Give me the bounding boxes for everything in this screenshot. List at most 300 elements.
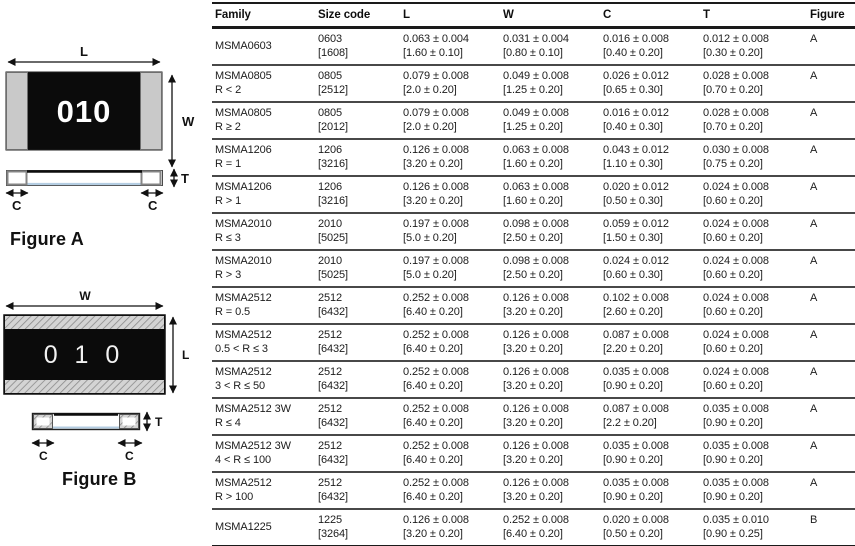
- cell-line: 0.063 ± 0.008: [503, 144, 569, 156]
- cell-line: 0.028 ± 0.008: [703, 107, 769, 119]
- cell-line: A: [810, 366, 818, 378]
- dim-w-cell: [500, 361, 600, 398]
- table-row: [212, 435, 855, 472]
- table-row: [212, 102, 855, 139]
- cell-line: 0.252 ± 0.008: [503, 514, 569, 526]
- cell-line: 0.043 ± 0.012: [603, 144, 669, 156]
- cell-line: R > 1: [215, 194, 242, 207]
- cell-line: A: [810, 33, 818, 45]
- cell-line: 0.098 ± 0.008: [503, 255, 569, 267]
- dim-w-cell: [500, 102, 600, 139]
- dim-w-cell: [500, 509, 600, 546]
- cell-line: 0.197 ± 0.008: [403, 255, 469, 267]
- table-row: [212, 213, 855, 250]
- cell-line: [6.40 ± 0.20]: [403, 379, 463, 392]
- cell-line: [2.20 ± 0.20]: [603, 342, 663, 355]
- table-row: [212, 361, 855, 398]
- cell-line: [6432]: [318, 379, 348, 392]
- dim-c-cell: [600, 398, 700, 435]
- dim-t-cell: [700, 176, 807, 213]
- cell-line: 2512: [318, 292, 343, 304]
- dim-t-cell: [700, 287, 807, 324]
- resistance-marking: 0 1 0: [43, 341, 125, 369]
- cell-line: R ≤ 4: [215, 416, 241, 429]
- table-row: [212, 509, 855, 546]
- cell-line: [6.40 ± 0.20]: [403, 490, 463, 503]
- dim-c-cell: [600, 287, 700, 324]
- dim-l-cell: [400, 176, 500, 213]
- family-cell: [212, 398, 315, 435]
- cell-line: 2512: [318, 440, 343, 452]
- cell-line: MSMA0805: [215, 107, 272, 119]
- cell-line: MSMA2512: [215, 329, 272, 341]
- column-header-c: C: [600, 3, 700, 28]
- cell-line: A: [810, 255, 818, 267]
- cell-line: [1.10 ± 0.30]: [603, 157, 663, 170]
- cell-line: [0.60 ± 0.20]: [703, 379, 763, 392]
- cell-line: [2.60 ± 0.20]: [603, 305, 663, 318]
- cell-line: 0.035 ± 0.010: [703, 514, 769, 526]
- cell-line: [0.70 ± 0.20]: [703, 120, 763, 133]
- cell-line: [0.90 ± 0.20]: [703, 416, 763, 429]
- dim-t-cell: [700, 213, 807, 250]
- dim-l-cell: [400, 250, 500, 287]
- cell-line: 0.252 ± 0.008: [403, 477, 469, 489]
- dim-c-cell: [600, 65, 700, 102]
- cell-line: 0.016 ± 0.012: [603, 107, 669, 119]
- figure-ref-cell: [807, 509, 855, 546]
- cell-line: 0.126 ± 0.008: [503, 292, 569, 304]
- dim-w-cell: [500, 139, 600, 176]
- cell-line: 0.035 ± 0.008: [703, 403, 769, 415]
- cell-line: MSMA2512 3W: [215, 440, 291, 452]
- cell-line: 0.020 ± 0.012: [603, 181, 669, 193]
- table-row: [212, 28, 855, 66]
- cell-line: A: [810, 218, 818, 230]
- cell-line: [0.90 ± 0.20]: [603, 453, 663, 466]
- cell-line: [0.40 ± 0.20]: [603, 46, 663, 59]
- cell-line: [0.90 ± 0.20]: [603, 379, 663, 392]
- table-row: [212, 176, 855, 213]
- cell-line: [6.40 ± 0.20]: [503, 527, 563, 540]
- dim-t-cell: [700, 435, 807, 472]
- cell-line: MSMA0805: [215, 70, 272, 82]
- dim-c-cell: [600, 250, 700, 287]
- cell-line: [0.50 ± 0.20]: [603, 527, 663, 540]
- cell-line: [6432]: [318, 342, 348, 355]
- cell-line: 0.024 ± 0.008: [703, 181, 769, 193]
- left-end-cap: [8, 172, 27, 185]
- family-cell: [212, 65, 315, 102]
- cell-line: MSMA2010: [215, 255, 272, 267]
- size-code-cell: [315, 509, 400, 546]
- family-cell: [212, 435, 315, 472]
- cell-line: [0.50 ± 0.30]: [603, 194, 663, 207]
- cell-line: MSMA2010: [215, 218, 272, 230]
- cell-line: 3 < R ≤ 50: [215, 379, 265, 392]
- column-header-l: L: [400, 3, 500, 28]
- cell-line: [0.90 ± 0.25]: [703, 527, 763, 540]
- cell-line: R = 0.5: [215, 305, 251, 318]
- cell-line: 0.035 ± 0.008: [603, 366, 669, 378]
- dim-l-cell: [400, 28, 500, 66]
- cell-line: 0.024 ± 0.008: [703, 218, 769, 230]
- cell-line: A: [810, 440, 818, 452]
- cell-line: [3216]: [318, 157, 348, 170]
- cell-line: [0.70 ± 0.20]: [703, 83, 763, 96]
- length-dimension-label: L: [80, 44, 88, 59]
- dim-l-cell: [400, 472, 500, 509]
- cell-line: [3.20 ± 0.20]: [503, 379, 563, 392]
- figure-ref-cell: [807, 250, 855, 287]
- family-cell: [212, 287, 315, 324]
- cell-line: [0.65 ± 0.30]: [603, 83, 663, 96]
- cell-line: 0.252 ± 0.008: [403, 366, 469, 378]
- column-header-figure: Figure: [807, 3, 855, 28]
- cell-line: A: [810, 181, 818, 193]
- dim-t-cell: [700, 250, 807, 287]
- cell-line: 0.126 ± 0.008: [403, 181, 469, 193]
- family-cell: [212, 250, 315, 287]
- cell-line: [0.80 ± 0.10]: [503, 46, 563, 59]
- table-row: [212, 139, 855, 176]
- cell-line: 0.079 ± 0.008: [403, 107, 469, 119]
- thickness-dimension-label: T: [181, 171, 189, 186]
- column-header-size: Size code: [315, 3, 400, 28]
- width-dimension-label: W: [182, 114, 195, 129]
- cell-line: MSMA2512 3W: [215, 403, 291, 415]
- figure-ref-cell: [807, 398, 855, 435]
- length-dimension-label: L: [182, 348, 190, 362]
- cell-line: [0.75 ± 0.20]: [703, 157, 763, 170]
- cell-line: [6.40 ± 0.20]: [403, 305, 463, 318]
- dim-w-cell: [500, 435, 600, 472]
- cell-line: A: [810, 329, 818, 341]
- cell-line: 0.024 ± 0.008: [703, 255, 769, 267]
- cell-line: 0.059 ± 0.012: [603, 218, 669, 230]
- size-code-cell: [315, 472, 400, 509]
- chip-top-view-b: [4, 315, 165, 394]
- size-code-cell: [315, 287, 400, 324]
- cell-line: 0.087 ± 0.008: [603, 329, 669, 341]
- cell-line: [0.90 ± 0.20]: [603, 490, 663, 503]
- cell-line: 0.012 ± 0.008: [703, 33, 769, 45]
- family-cell: [212, 509, 315, 546]
- family-cell: [212, 28, 315, 66]
- cell-line: R ≤ 3: [215, 231, 241, 244]
- figure-b-caption: Figure B: [62, 469, 137, 489]
- dim-l-cell: [400, 287, 500, 324]
- cell-line: 0.126 ± 0.008: [503, 329, 569, 341]
- dim-w-cell: [500, 324, 600, 361]
- table-row: [212, 65, 855, 102]
- size-code-cell: [315, 102, 400, 139]
- figure-ref-cell: [807, 65, 855, 102]
- cell-line: [6432]: [318, 416, 348, 429]
- size-code-cell: [315, 250, 400, 287]
- cell-line: 0805: [318, 70, 343, 82]
- cell-line: [5.0 ± 0.20]: [403, 231, 457, 244]
- table-row: [212, 324, 855, 361]
- cell-line: [0.60 ± 0.20]: [703, 194, 763, 207]
- table-row: [212, 472, 855, 509]
- cell-line: [2.0 ± 0.20]: [403, 120, 457, 133]
- cell-line: 0.063 ± 0.008: [503, 181, 569, 193]
- cell-line: 0.098 ± 0.008: [503, 218, 569, 230]
- dim-w-cell: [500, 287, 600, 324]
- cell-line: [6432]: [318, 453, 348, 466]
- cell-line: [1.25 ± 0.20]: [503, 120, 563, 133]
- cell-line: [5025]: [318, 268, 348, 281]
- cell-line: 0.024 ± 0.008: [703, 366, 769, 378]
- cell-line: 0.102 ± 0.008: [603, 292, 669, 304]
- size-code-cell: [315, 361, 400, 398]
- cell-line: 2512: [318, 366, 343, 378]
- size-code-cell: [315, 65, 400, 102]
- figure-ref-cell: [807, 139, 855, 176]
- cell-line: R > 3: [215, 268, 242, 281]
- cell-line: [2.50 ± 0.20]: [503, 231, 563, 244]
- figure-ref-cell: [807, 213, 855, 250]
- cell-line: [5025]: [318, 231, 348, 244]
- dim-t-cell: [700, 102, 807, 139]
- cell-line: [1.60 ± 0.20]: [503, 157, 563, 170]
- figure-ref-cell: [807, 287, 855, 324]
- cell-line: 1206: [318, 144, 343, 156]
- dim-t-cell: [700, 139, 807, 176]
- dim-t-cell: [700, 324, 807, 361]
- terminal-dimension-label-left: C: [12, 198, 22, 213]
- top-terminal: [5, 316, 164, 329]
- table-row: [212, 287, 855, 324]
- cell-line: R > 100: [215, 490, 254, 503]
- column-header-t: T: [700, 3, 807, 28]
- dim-w-cell: [500, 472, 600, 509]
- cell-line: 2512: [318, 403, 343, 415]
- size-code-cell: [315, 28, 400, 66]
- cell-line: [1.50 ± 0.30]: [603, 231, 663, 244]
- cell-line: [3.20 ± 0.20]: [403, 527, 463, 540]
- dim-t-cell: [700, 398, 807, 435]
- family-cell: [212, 139, 315, 176]
- dim-l-cell: [400, 65, 500, 102]
- table-row: [212, 398, 855, 435]
- cell-line: 0.035 ± 0.008: [603, 440, 669, 452]
- cell-line: [2512]: [318, 83, 348, 96]
- dim-w-cell: [500, 176, 600, 213]
- dim-t-cell: [700, 361, 807, 398]
- cell-line: [3.20 ± 0.20]: [403, 157, 463, 170]
- cell-line: A: [810, 70, 818, 82]
- figure-ref-cell: [807, 435, 855, 472]
- size-code-cell: [315, 435, 400, 472]
- spec-table-body: [212, 28, 855, 546]
- dim-w-cell: [500, 250, 600, 287]
- cell-line: 0.024 ± 0.012: [603, 255, 669, 267]
- cell-line: 0.016 ± 0.008: [603, 33, 669, 45]
- cell-line: [1.60 ± 0.20]: [503, 194, 563, 207]
- cell-line: 0.087 ± 0.008: [603, 403, 669, 415]
- cell-line: [0.30 ± 0.20]: [703, 46, 763, 59]
- cell-line: [0.60 ± 0.20]: [703, 268, 763, 281]
- terminal-dimension-label-right: C: [125, 449, 134, 463]
- right-terminal: [141, 73, 162, 150]
- figure-ref-cell: [807, 102, 855, 139]
- column-header-w: W: [500, 3, 600, 28]
- cell-line: MSMA2512: [215, 292, 272, 304]
- dim-t-cell: [700, 472, 807, 509]
- cell-line: 0.252 ± 0.008: [403, 329, 469, 341]
- cell-line: R < 2: [215, 83, 242, 96]
- cell-line: [3.20 ± 0.20]: [503, 490, 563, 503]
- cell-line: 2512: [318, 329, 343, 341]
- cell-line: [2.2 ± 0.20]: [603, 416, 657, 429]
- figure-b-diagram: [0, 290, 210, 490]
- dim-c-cell: [600, 324, 700, 361]
- cell-line: R = 1: [215, 157, 242, 170]
- cell-line: 0.063 ± 0.004: [403, 33, 469, 45]
- dim-c-cell: [600, 139, 700, 176]
- chip-side-view-b: [33, 414, 140, 430]
- right-end-cap: [142, 172, 161, 185]
- dim-l-cell: [400, 435, 500, 472]
- cell-line: [1.60 ± 0.10]: [403, 46, 463, 59]
- cell-line: 0.028 ± 0.008: [703, 70, 769, 82]
- cell-line: 0805: [318, 107, 343, 119]
- cell-line: [6432]: [318, 305, 348, 318]
- cell-line: [0.60 ± 0.20]: [703, 231, 763, 244]
- cell-line: [3.20 ± 0.20]: [403, 194, 463, 207]
- figure-ref-cell: [807, 472, 855, 509]
- resistance-marking: 010: [56, 94, 112, 129]
- cell-line: 0.026 ± 0.012: [603, 70, 669, 82]
- cell-line: 0.126 ± 0.008: [503, 440, 569, 452]
- cell-line: [0.60 ± 0.20]: [703, 305, 763, 318]
- terminal-dimension-label-left: C: [39, 449, 48, 463]
- dim-t-cell: [700, 65, 807, 102]
- cell-line: 0.126 ± 0.008: [503, 366, 569, 378]
- cell-line: 0.252 ± 0.008: [403, 403, 469, 415]
- cell-line: [0.90 ± 0.20]: [703, 453, 763, 466]
- cell-line: 0.126 ± 0.008: [503, 477, 569, 489]
- cell-line: A: [810, 403, 818, 415]
- cell-line: [6.40 ± 0.20]: [403, 416, 463, 429]
- cell-line: 0603: [318, 33, 343, 45]
- dim-w-cell: [500, 65, 600, 102]
- cell-line: 0.197 ± 0.008: [403, 218, 469, 230]
- dim-t-cell: [700, 509, 807, 546]
- family-cell: [212, 102, 315, 139]
- size-code-cell: [315, 398, 400, 435]
- dim-l-cell: [400, 361, 500, 398]
- dim-l-cell: [400, 213, 500, 250]
- cell-line: 0.024 ± 0.008: [703, 292, 769, 304]
- cell-line: [3.20 ± 0.20]: [503, 416, 563, 429]
- cell-line: 2010: [318, 218, 343, 230]
- cell-line: 4 < R ≤ 100: [215, 453, 272, 466]
- cell-line: 0.079 ± 0.008: [403, 70, 469, 82]
- dim-l-cell: [400, 324, 500, 361]
- cell-line: [2.0 ± 0.20]: [403, 83, 457, 96]
- cell-line: R ≥ 2: [215, 120, 241, 133]
- size-code-cell: [315, 324, 400, 361]
- width-dimension-label: W: [79, 290, 91, 303]
- cell-line: [5.0 ± 0.20]: [403, 268, 457, 281]
- dim-w-cell: [500, 28, 600, 66]
- cell-line: MSMA2512: [215, 366, 272, 378]
- cell-line: 0.035 ± 0.008: [703, 477, 769, 489]
- size-code-cell: [315, 139, 400, 176]
- dim-c-cell: [600, 509, 700, 546]
- cell-line: 0.252 ± 0.008: [403, 440, 469, 452]
- dim-c-cell: [600, 472, 700, 509]
- dim-c-cell: [600, 176, 700, 213]
- dim-c-cell: [600, 28, 700, 66]
- cell-line: [3.20 ± 0.20]: [503, 305, 563, 318]
- cell-line: B: [810, 514, 818, 526]
- family-cell: [212, 361, 315, 398]
- cell-line: 0.126 ± 0.008: [503, 403, 569, 415]
- dim-w-cell: [500, 398, 600, 435]
- cell-line: [0.60 ± 0.30]: [603, 268, 663, 281]
- cell-line: 2512: [318, 477, 343, 489]
- cell-line: 0.252 ± 0.008: [403, 292, 469, 304]
- terminal-dimension-label-right: C: [148, 198, 158, 213]
- cell-line: 1206: [318, 181, 343, 193]
- cell-line: 2010: [318, 255, 343, 267]
- dim-c-cell: [600, 213, 700, 250]
- figure-ref-cell: [807, 324, 855, 361]
- dim-l-cell: [400, 509, 500, 546]
- cell-line: 0.024 ± 0.008: [703, 329, 769, 341]
- cell-line: MSMA2512: [215, 477, 272, 489]
- cell-line: [3264]: [318, 527, 348, 540]
- chip-side-view-a: [7, 171, 163, 186]
- dimension-spec-table: [212, 2, 855, 546]
- cell-line: [6432]: [318, 490, 348, 503]
- size-code-cell: [315, 213, 400, 250]
- spec-table-header-row: [212, 3, 855, 28]
- cell-line: A: [810, 292, 818, 304]
- cell-line: A: [810, 107, 818, 119]
- dim-l-cell: [400, 398, 500, 435]
- family-cell: [212, 324, 315, 361]
- cell-line: 0.049 ± 0.008: [503, 107, 569, 119]
- size-code-cell: [315, 176, 400, 213]
- cell-line: MSMA1206: [215, 181, 272, 193]
- family-cell: [212, 176, 315, 213]
- family-cell: [212, 213, 315, 250]
- table-row: [212, 250, 855, 287]
- column-header-family: Family: [212, 3, 315, 28]
- cell-line: [6.40 ± 0.20]: [403, 342, 463, 355]
- cell-line: 0.049 ± 0.008: [503, 70, 569, 82]
- dim-c-cell: [600, 435, 700, 472]
- cell-line: 0.020 ± 0.008: [603, 514, 669, 526]
- cell-line: [0.90 ± 0.20]: [703, 490, 763, 503]
- dim-t-cell: [700, 28, 807, 66]
- dim-l-cell: [400, 102, 500, 139]
- left-terminal: [7, 73, 28, 150]
- dim-c-cell: [600, 102, 700, 139]
- cell-line: [2012]: [318, 120, 348, 133]
- figure-ref-cell: [807, 176, 855, 213]
- cell-line: 0.035 ± 0.008: [703, 440, 769, 452]
- cell-line: MSMA1225: [215, 520, 272, 533]
- cell-line: [1608]: [318, 46, 348, 59]
- cell-line: [0.60 ± 0.20]: [703, 342, 763, 355]
- figure-ref-cell: [807, 361, 855, 398]
